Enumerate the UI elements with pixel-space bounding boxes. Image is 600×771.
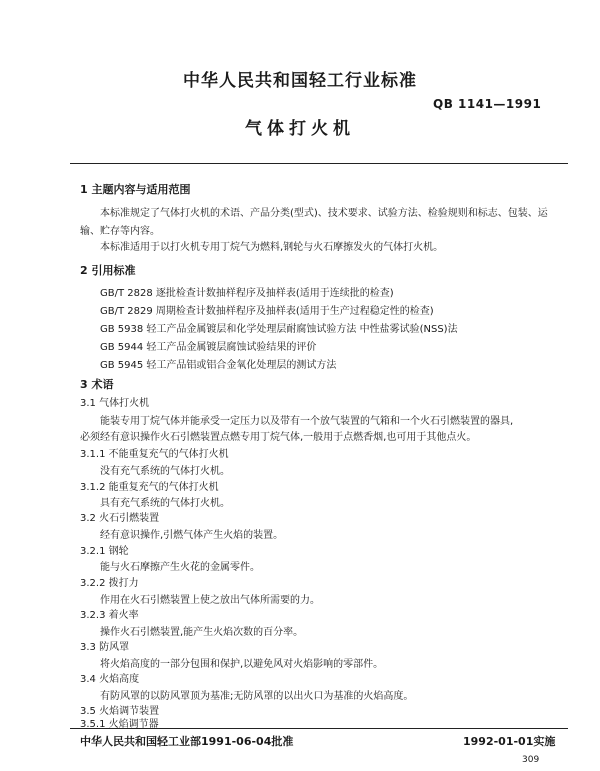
term-3-2-3-heading: 3.2.3 着火率 bbox=[80, 610, 139, 621]
term-3-3-body: 将火焰高度的一部分包围和保护,以避免风对火焰影响的零部件。 bbox=[100, 659, 384, 670]
reference-item: GB/T 2828 逐批检查计数抽样程序及抽样表(适用于连续批的检查) bbox=[100, 288, 394, 299]
reference-item: GB 5944 轻工产品金属镀层腐蚀试验结果的评价 bbox=[100, 342, 317, 353]
term-3-2-3-body: 操作火石引燃装置,能产生火焰次数的百分率。 bbox=[100, 627, 304, 638]
term-3-2-1-heading: 3.2.1 钢轮 bbox=[80, 546, 129, 557]
approval-line: 中华人民共和国轻工业部1991-06-04批准 bbox=[80, 735, 294, 748]
term-3-2-heading: 3.2 火石引燃装置 bbox=[80, 513, 160, 524]
term-3-4-body: 有防风罩的以防风罩顶为基准;无防风罩的以出火口为基准的火焰高度。 bbox=[100, 691, 414, 702]
footer-divider bbox=[70, 728, 568, 729]
sec1-paragraph-2: 本标准适用于以打火机专用丁烷气为燃料,钢轮与火石摩擦发火的气体打火机。 bbox=[100, 242, 444, 253]
implementation-date: 1992-01-01实施 bbox=[463, 735, 556, 748]
top-divider bbox=[70, 163, 568, 164]
section-1-heading: 1 主题内容与适用范围 bbox=[80, 183, 191, 196]
term-3-1-body-line-1: 能装专用丁烷气体并能承受一定压力以及带有一个放气装置的气箱和一个火石引燃装置的器具, bbox=[100, 416, 514, 427]
term-3-1-2-heading: 3.1.2 能重复充气的气体打火机 bbox=[80, 482, 219, 493]
reference-item: GB 5945 轻工产品铝或铝合金氧化处理层的测试方法 bbox=[100, 360, 337, 371]
sec1-paragraph-1-line-1: 本标准规定了气体打火机的术语、产品分类(型式)、技术要求、试验方法、检验规则和标志、包装、运 bbox=[100, 208, 548, 219]
reference-item: GB 5938 轻工产品金属镀层和化学处理层耐腐蚀试验方法 中性盐雾试验(NSS)法 bbox=[100, 324, 458, 335]
term-3-2-2-heading: 3.2.2 拨打力 bbox=[80, 578, 139, 589]
term-3-1-body-line-2: 必须经有意识操作火石引燃装置点燃专用丁烷气体,一般用于点燃香烟,也可用于其他点火。 bbox=[80, 432, 477, 443]
term-3-1-1-heading: 3.1.1 不能重复充气的气体打火机 bbox=[80, 449, 229, 460]
term-3-2-2-body: 作用在火石引燃装置上使之放出气体所需要的力。 bbox=[100, 595, 320, 606]
term-3-5-heading: 3.5 火焰调节装置 bbox=[80, 706, 160, 717]
term-3-2-1-body: 能与火石摩擦产生火花的金属零件。 bbox=[100, 562, 260, 573]
term-3-1-2-body: 具有充气系统的气体打火机。 bbox=[100, 498, 230, 509]
section-2-heading: 2 引用标准 bbox=[80, 264, 136, 277]
standard-title: 中华人民共和国轻工行业标准 bbox=[183, 71, 417, 91]
term-3-3-heading: 3.3 防风罩 bbox=[80, 642, 130, 653]
term-3-1-heading: 3.1 气体打火机 bbox=[80, 398, 150, 409]
term-3-5-1-heading: 3.5.1 火焰调节器 bbox=[80, 719, 159, 730]
standard-code: QB 1141—1991 bbox=[433, 97, 542, 111]
term-3-4-heading: 3.4 火焰高度 bbox=[80, 674, 140, 685]
reference-item: GB/T 2829 周期检查计数抽样程序及抽样表(适用于生产过程稳定性的检查) bbox=[100, 306, 434, 317]
document-title: 气体打火机 bbox=[245, 119, 355, 139]
term-3-2-body: 经有意识操作,引燃气体产生火焰的装置。 bbox=[100, 530, 284, 541]
term-3-1-1-body: 没有充气系统的气体打火机。 bbox=[100, 466, 230, 477]
section-3-heading: 3 术语 bbox=[80, 378, 114, 391]
sec1-paragraph-1-line-2: 输、贮存等内容。 bbox=[80, 226, 160, 237]
page-number: 309 bbox=[522, 755, 540, 765]
